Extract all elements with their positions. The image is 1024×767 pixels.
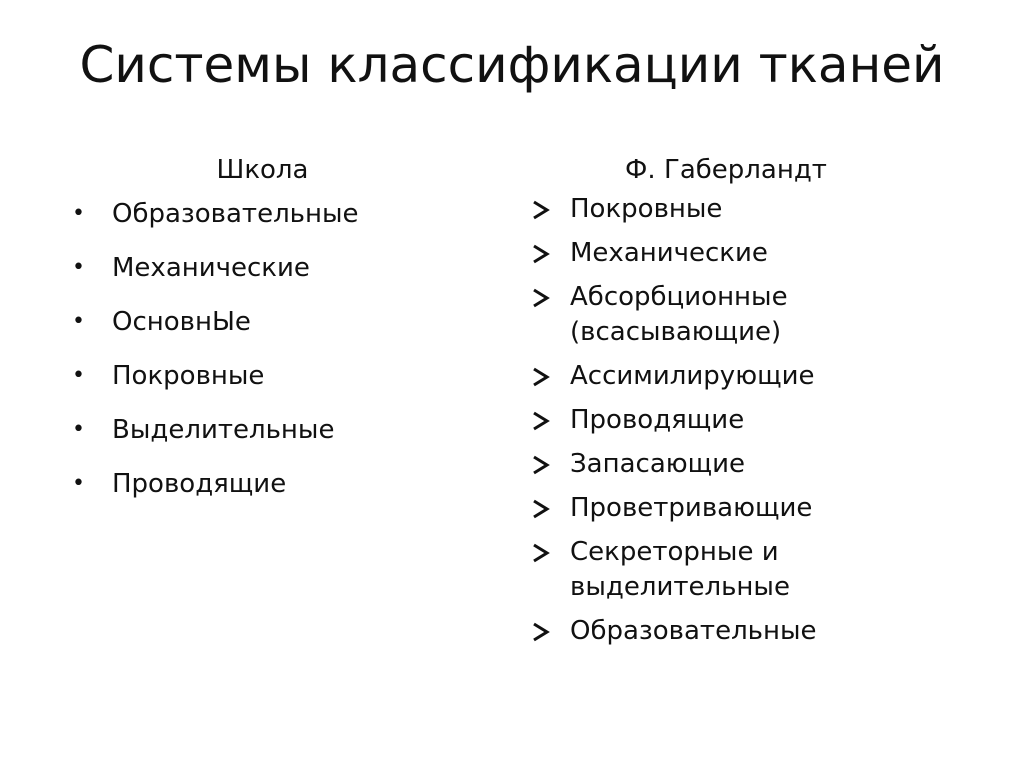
slide-title: Системы классификации тканей <box>79 36 945 94</box>
list-item <box>526 236 946 271</box>
list-item <box>526 403 946 438</box>
school-heading: Школа <box>216 155 309 185</box>
list-item-label: Покровные <box>570 194 723 224</box>
dot-bullet-icon: • <box>72 309 85 334</box>
haberlandt-list <box>526 192 946 649</box>
list-item-label: Механические <box>570 238 768 268</box>
arrow-bullet-icon <box>530 200 552 220</box>
list-item <box>526 614 946 649</box>
list-item-label: Ассимилирующие <box>570 361 815 391</box>
arrow-bullet-icon <box>530 367 552 387</box>
list-item <box>526 491 946 526</box>
list-item <box>526 535 946 605</box>
list-item <box>70 194 470 234</box>
arrow-bullet-icon <box>530 499 552 519</box>
list-item <box>526 447 946 482</box>
list-item <box>526 192 946 227</box>
list-item-label: Выделительные <box>112 415 335 445</box>
arrow-bullet-icon <box>530 244 552 264</box>
arrow-bullet-icon <box>530 411 552 431</box>
list-item-label: Запасающие <box>570 449 746 479</box>
school-list <box>70 194 470 504</box>
list-item-label: Абсорбционные (всасывающие) <box>570 282 788 347</box>
dot-bullet-icon: • <box>72 201 85 226</box>
list-item <box>70 248 470 288</box>
list-item-label: Проветривающие <box>570 493 813 523</box>
list-item-label: Покровные <box>112 361 265 391</box>
list-item-label: Механические <box>112 253 310 283</box>
arrow-bullet-icon <box>530 288 552 308</box>
arrow-bullet-icon <box>530 455 552 475</box>
list-item <box>526 280 946 350</box>
list-item <box>70 302 470 342</box>
list-item <box>70 356 470 396</box>
dot-bullet-icon: • <box>72 417 85 442</box>
list-item-label: Проводящие <box>112 469 287 499</box>
arrow-bullet-icon <box>530 622 552 642</box>
list-item <box>526 359 946 394</box>
list-item-label: Образовательные <box>112 199 359 229</box>
list-item-label: Проводящие <box>570 405 745 435</box>
school-column <box>70 150 470 518</box>
dot-bullet-icon: • <box>72 255 85 280</box>
list-item <box>70 410 470 450</box>
haberlandt-column <box>526 150 946 658</box>
haberlandt-heading: Ф. Габерландт <box>625 155 827 185</box>
list-item-label: Секреторные и выделительные <box>570 537 790 602</box>
list-item-label: ОсновнЫе <box>112 307 251 337</box>
list-item-label: Образовательные <box>570 616 817 646</box>
dot-bullet-icon: • <box>72 363 85 388</box>
list-item <box>70 464 470 504</box>
arrow-bullet-icon <box>530 543 552 563</box>
dot-bullet-icon: • <box>72 471 85 496</box>
